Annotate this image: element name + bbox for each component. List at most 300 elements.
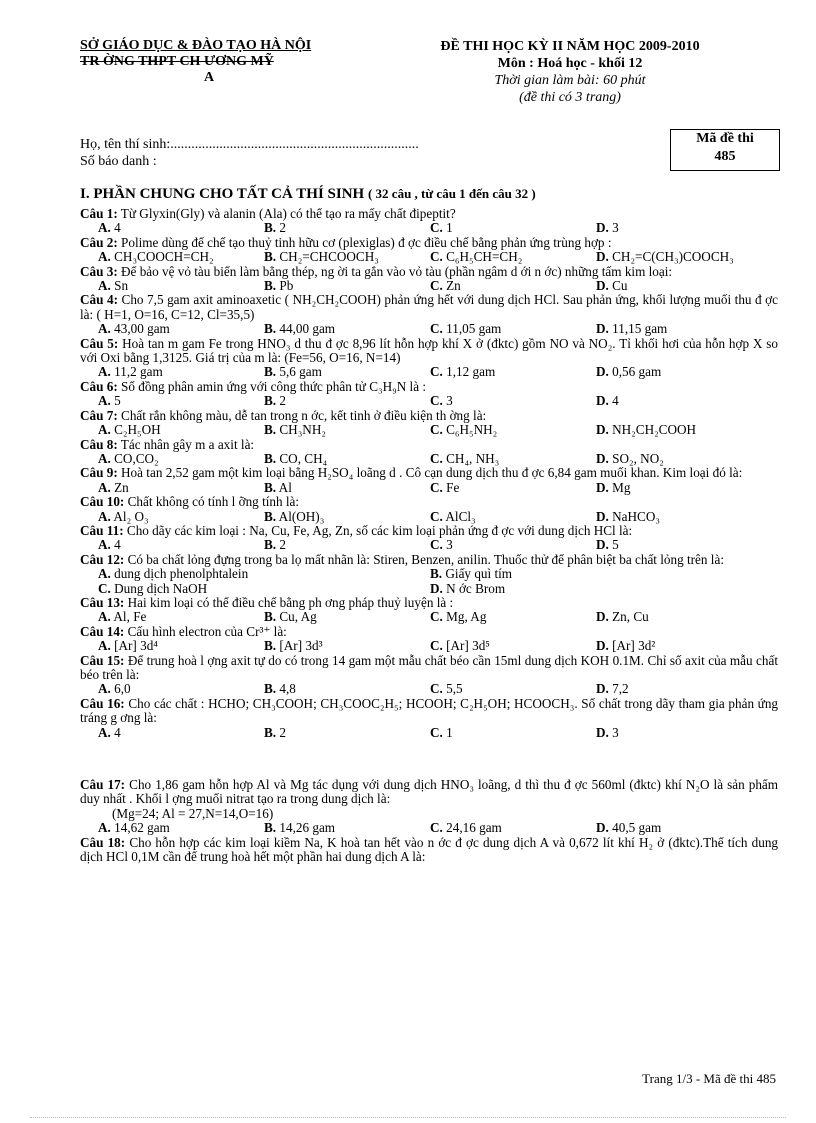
answer-option (80, 221, 246, 235)
question-stem (80, 337, 778, 366)
question-text: Chất không có tính l ỡng tính là: (127, 494, 300, 510)
answer-option (412, 821, 578, 835)
option-label: D. (596, 537, 609, 553)
option-text: 2 (279, 537, 286, 553)
option-text: Zn (114, 479, 129, 495)
option-text: CO, CH₄ (279, 450, 328, 466)
option-text: 4 (114, 537, 121, 553)
option-label: A. (98, 321, 111, 337)
answer-option (412, 610, 578, 624)
answer-option (80, 726, 246, 740)
answer-option (246, 279, 412, 293)
option-label: A. (98, 450, 111, 466)
question-item (80, 265, 778, 294)
question-item (80, 380, 778, 409)
option-label: A. (98, 393, 111, 409)
question-number: Câu 10: (80, 494, 125, 510)
section-subtitle: ( 32 câu , từ câu 1 đến câu 32 ) (367, 186, 536, 201)
answer-option (246, 510, 412, 524)
section-title (80, 186, 536, 203)
option-label: C. (430, 638, 443, 654)
option-text: 1 (446, 220, 453, 236)
page-footer: Trang 1/3 - Mã đề thi 485 (642, 1071, 776, 1086)
answer-option (246, 610, 412, 624)
question-item (80, 836, 778, 865)
answer-option (578, 322, 667, 336)
option-text: CH₂=CHCOOCH₃ (279, 249, 379, 265)
question-number: Câu 5: (80, 335, 119, 351)
option-label: A. (98, 479, 111, 495)
option-label: A. (98, 820, 111, 836)
answer-option (246, 452, 412, 466)
question-text: Cho dãy các kim loại : Na, Cu, Fe, Ag, Zn, số các kim loại phản ứng đ ợc với dung dịch HCl là: (126, 522, 633, 538)
answer-option (578, 538, 619, 552)
question-text: Tác nhân gây m a axit là: (120, 436, 255, 452)
option-label: B. (264, 508, 277, 524)
option-text: 2 (279, 393, 286, 409)
question-item (80, 596, 778, 625)
question-number: Câu 16: (80, 695, 125, 711)
option-label: B. (264, 422, 277, 438)
option-label: B. (264, 364, 277, 380)
question-number: Câu 1: (80, 206, 118, 221)
answer-option (80, 682, 246, 696)
option-label: A. (98, 278, 111, 294)
answer-option (412, 452, 578, 466)
question-text: Cho 1,86 gam hỗn hợp Al và Mg tác dụng với dung dịch HNO₃ loãng, d thì thu đ ợc 560ml (đktc) khí N₂O là sản phẩm duy nhất . Khối l ợng muối nitrat tạo ra trong dung dịch là: (80, 777, 779, 807)
question-number: Câu 2: (80, 234, 118, 250)
exam-title: ĐỀ THI HỌC KỲ II NĂM HỌC 2009-2010 (440, 39, 700, 54)
option-text: Mg (612, 479, 631, 495)
option-label: D. (430, 580, 443, 596)
exam-duration: Thời gian làm bài: 60 phút (494, 73, 646, 88)
answer-option (412, 221, 578, 235)
answer-option (578, 452, 664, 466)
question-stem (80, 697, 778, 726)
option-text: Cu, Ag (279, 609, 317, 625)
question-note: (Mg=24; Al = 27,N=14,O=16) (112, 805, 274, 821)
option-text: NaHCO₃ (612, 508, 660, 524)
question-text: Cho hỗn hợp các kim loại kiềm Na, K hoà tan hết vào n ớc đ ợc dung dịch A và 0,672 lít khí H₂ ở (đktc).Thể tích dung dịch HCl 0,1M cần để trung hoà hết một phần hai dung dịch A là: (80, 834, 779, 865)
option-label: C. (430, 249, 443, 265)
option-text: Zn, Cu (612, 609, 649, 625)
answer-options (80, 322, 778, 336)
answer-option (412, 582, 778, 596)
option-label: D. (596, 724, 609, 740)
answer-option (80, 394, 246, 408)
option-label: D. (596, 422, 609, 438)
question-item (80, 495, 778, 524)
question-item (80, 697, 778, 740)
option-label: C. (430, 537, 443, 553)
answer-option (412, 510, 578, 524)
question-text: Hai kim loại có thể điều chế bằng ph ơng pháp thuỷ luyện là : (127, 594, 454, 610)
answer-options (80, 610, 778, 624)
option-label: D. (596, 479, 609, 495)
answer-option (412, 423, 578, 437)
answer-option (578, 726, 619, 740)
option-label: B. (264, 638, 277, 654)
option-label: D. (596, 321, 609, 337)
answer-option (80, 821, 246, 835)
option-text: 3 (446, 537, 453, 553)
answer-option (412, 481, 578, 495)
question-stem (80, 236, 778, 250)
answer-option (246, 481, 412, 495)
option-text: 5,5 (446, 681, 463, 697)
option-text: 11,2 gam (114, 364, 163, 380)
option-text: 3 (612, 220, 619, 236)
answer-option (578, 682, 629, 696)
option-label: C. (430, 724, 443, 740)
answer-option (578, 250, 734, 264)
option-label: A. (98, 220, 111, 236)
option-label: C. (98, 580, 111, 596)
school-name-suffix: A (203, 70, 215, 85)
question-item (80, 438, 778, 467)
answer-option (80, 250, 246, 264)
question-item (80, 553, 778, 596)
answer-options (80, 726, 778, 740)
answer-option (412, 726, 578, 740)
answer-option (80, 279, 246, 293)
question-stem (80, 596, 778, 610)
question-number: Câu 4: (80, 292, 118, 308)
question-text: Có ba chất lỏng đựng trong ba lọ mất nhãn là: Stiren, Benzen, anilin. Thuốc thử để phân biệt ba chất lỏng trên là: (127, 551, 724, 567)
option-label: B. (264, 479, 277, 495)
answer-option (80, 481, 246, 495)
question-stem (80, 207, 778, 221)
option-text: CH₄, NH₃ (446, 450, 500, 466)
question-item (80, 524, 778, 553)
answer-option (80, 365, 246, 379)
question-text: Hoà tan 2,52 gam một kim loại bằng H₂SO₄ loãng d . Cô cạn dung dịch thu đ ợc 6,84 gam muối khan. Kim loại đó là: (121, 465, 743, 481)
option-label: A. (98, 537, 111, 553)
answer-option (80, 582, 412, 596)
question-text: Hoà tan m gam Fe trong HNO₃ d thu đ ợc 8,96 lít hỗn hợp khí X ở (đktc) gồm NO và NO₂. Tỉ khối hơi của hỗn hợp X so với Oxi bằng 1,3125. Giá trị của m là: (Fe=56, O=16, N=14) (80, 335, 779, 366)
option-text: 3 (446, 393, 453, 409)
answer-options (80, 279, 778, 293)
option-text: Fe (446, 479, 460, 495)
option-label: B. (264, 450, 277, 466)
answer-option (578, 394, 619, 408)
question-number: Câu 17: (80, 777, 126, 793)
option-text: C₂H₅OH (114, 422, 161, 438)
option-text: Al (278, 479, 292, 495)
answer-option (412, 538, 578, 552)
option-text: 1,12 gam (446, 364, 496, 380)
answer-option (578, 821, 661, 835)
question-text: Số đồng phân amin ứng với công thức phân tử C₃H₉N là : (121, 378, 427, 394)
answer-option (80, 452, 246, 466)
question-item (80, 207, 778, 236)
option-text: Sn (114, 278, 129, 294)
question-item (80, 778, 778, 836)
answer-option (578, 221, 619, 235)
exam-code-box (670, 129, 780, 171)
option-text: AlCl₃ (445, 508, 476, 524)
option-label: A. (98, 249, 111, 265)
question-text: Cấu hình electron của Cr³⁺ là: (127, 623, 287, 639)
option-label: C. (430, 681, 443, 697)
question-number: Câu 18: (80, 834, 126, 850)
option-text: 43,00 gam (114, 321, 170, 337)
question-stem (80, 466, 778, 480)
option-text: CH₂=C(CH₃)COOCH₃ (612, 249, 734, 265)
option-label: C. (430, 220, 443, 236)
answer-option (80, 510, 246, 524)
answer-options (80, 639, 778, 653)
student-id-field: Số báo danh : (80, 154, 157, 169)
option-text: Zn (446, 278, 461, 294)
answer-options (80, 250, 778, 264)
option-label: C. (430, 479, 443, 495)
option-text: CO,CO₂ (114, 450, 159, 466)
option-text: 4,8 (279, 681, 296, 697)
question-stem (80, 778, 778, 807)
answer-option (80, 538, 246, 552)
answer-option (80, 322, 246, 336)
answer-option (246, 821, 412, 835)
option-label: B. (264, 278, 277, 294)
question-item (80, 337, 778, 380)
option-text: C₆H₅CH=CH₂ (446, 249, 523, 265)
option-label: A. (98, 422, 111, 438)
answer-option (80, 639, 246, 653)
option-label: B. (264, 393, 277, 409)
answer-option (246, 394, 412, 408)
option-label: A. (98, 508, 111, 524)
answer-option (412, 250, 578, 264)
option-text: [Ar] 3d³ (279, 638, 323, 654)
answer-option (412, 394, 578, 408)
option-text: Mg, Ag (446, 609, 487, 625)
option-label: D. (596, 820, 609, 836)
option-text: 6,0 (114, 681, 131, 697)
option-label: D. (596, 638, 609, 654)
question-stem (80, 836, 778, 865)
option-label: B. (430, 566, 443, 582)
option-label: B. (264, 321, 277, 337)
option-text: C₆H₅NH₂ (446, 422, 498, 438)
answer-option (246, 726, 412, 740)
option-label: A. (98, 681, 111, 697)
option-text: Cu (612, 278, 628, 294)
question-stem (80, 380, 778, 394)
option-text: N ớc Brom (446, 580, 506, 596)
answer-option (246, 682, 412, 696)
option-text: Giấy quì tím (445, 566, 513, 582)
option-text: 7,2 (612, 681, 629, 697)
option-text: 5,6 gam (279, 364, 322, 380)
option-text: 14,26 gam (279, 820, 336, 836)
option-text: CH₃NH₂ (279, 422, 326, 438)
question-stem (80, 553, 778, 567)
question-number: Câu 8: (80, 436, 118, 452)
option-text: SO₂, NO₂ (612, 450, 664, 466)
option-text: 0,56 gam (612, 364, 662, 380)
answer-option (578, 610, 649, 624)
option-text: 5 (612, 537, 619, 553)
question-stem (80, 293, 778, 322)
option-label: B. (264, 820, 277, 836)
question-item (80, 654, 778, 697)
option-text: 4 (612, 393, 619, 409)
option-text: Al₂ O₃ (113, 508, 149, 524)
option-text: 3 (612, 724, 619, 740)
section-heading: I. PHẦN CHUNG CHO TẤT CẢ THÍ SINH (80, 186, 365, 202)
option-label: D. (596, 450, 609, 466)
answer-option (578, 481, 630, 495)
school-header (80, 38, 350, 86)
answer-options (80, 682, 778, 696)
question-number: Câu 13: (80, 594, 125, 610)
option-label: C. (430, 278, 443, 294)
answer-option (80, 423, 246, 437)
answer-option (412, 567, 778, 581)
answer-option (80, 567, 412, 581)
answer-option (246, 221, 412, 235)
option-text: Al, Fe (113, 609, 147, 625)
option-text: [Ar] 3d² (612, 638, 656, 654)
option-text: 14,62 gam (114, 820, 170, 836)
option-label: C. (430, 364, 443, 380)
option-text: Dung dịch NaOH (114, 580, 208, 596)
answer-option (578, 279, 628, 293)
question-number: Câu 14: (80, 623, 125, 639)
option-text: 24,16 gam (446, 820, 502, 836)
question-item (80, 625, 778, 654)
option-label: A. (98, 638, 111, 654)
student-name-field: Họ, tên thí sinh:....................................................................... (80, 137, 419, 152)
answer-options (80, 365, 778, 379)
answer-option (412, 322, 578, 336)
option-label: C. (430, 450, 443, 466)
question-number: Câu 12: (80, 551, 125, 567)
option-label: C. (430, 820, 443, 836)
answer-option (246, 322, 412, 336)
answer-options (80, 821, 778, 835)
answer-option (246, 423, 412, 437)
answer-option (578, 423, 696, 437)
option-label: B. (264, 220, 277, 236)
answer-options (80, 538, 778, 552)
answer-option (412, 639, 578, 653)
question-stem (80, 654, 778, 683)
answer-option (246, 639, 412, 653)
question-list (80, 207, 778, 864)
option-text: [Ar] 3d⁴ (114, 638, 158, 654)
option-label: D. (596, 220, 609, 236)
answer-options (80, 510, 778, 524)
option-label: C. (430, 609, 443, 625)
school-name: TR ỜNG THPT CH ƯƠNG MỸ (80, 54, 274, 69)
exam-code-label: Mã đề thi (696, 131, 754, 146)
question-number: Câu 3: (80, 263, 118, 279)
answer-options (80, 452, 778, 466)
option-label: B. (264, 249, 277, 265)
department-name: SỞ GIÁO DỤC & ĐÀO TẠO HÀ NỘI (80, 38, 312, 53)
option-text: dung dịch phenolphtalein (114, 566, 249, 582)
option-label: A. (98, 724, 111, 740)
option-text: 4 (114, 724, 121, 740)
question-number: Câu 7: (80, 407, 118, 423)
exam-code-value: 485 (714, 149, 736, 164)
option-label: A. (98, 364, 111, 380)
question-stem (80, 625, 778, 639)
answer-option (80, 610, 246, 624)
question-text: Từ Glyxin(Gly) và alanin (Ala) có thể tạo ra mấy chất đipeptit? (120, 206, 456, 221)
exam-header (405, 38, 735, 106)
student-info (80, 136, 419, 170)
option-text: Pb (279, 278, 294, 294)
exam-subject: Môn : Hoá học - khối 12 (497, 56, 643, 71)
answer-option (578, 510, 660, 524)
option-label: C. (430, 422, 443, 438)
option-label: B. (264, 724, 277, 740)
question-text: Polime dùng để chế tạo thuỷ tinh hữu cơ (plexiglas) đ ợc điều chế bằng phản ứng trùng hợp : (121, 234, 612, 250)
option-label: D. (596, 609, 609, 625)
option-text: 11,05 gam (446, 321, 502, 337)
option-label: B. (264, 609, 277, 625)
option-label: D. (596, 278, 609, 294)
option-text: 5 (114, 393, 121, 409)
question-text: Để trung hoà l ợng axit tự do có trong 14 gam một mẫu chất béo cần 15ml dung dịch KOH 0.1M. Chỉ số axit của mẫu chất béo trên là: (80, 652, 778, 682)
answer-options (80, 481, 778, 495)
option-label: C. (430, 508, 443, 524)
question-number: Câu 11: (80, 522, 124, 538)
answer-option (246, 250, 412, 264)
question-item (80, 466, 778, 495)
question-text: Chất rắn không màu, dễ tan trong n ớc, kết tinh ở điều kiện th ờng là: (121, 407, 487, 423)
option-label: D. (596, 681, 609, 697)
option-text: [Ar] 3d⁵ (446, 638, 490, 654)
question-stem (80, 524, 778, 538)
option-text: 2 (279, 220, 286, 236)
option-text: Al(OH)₃ (278, 508, 325, 524)
option-label: D. (596, 364, 609, 380)
option-text: 1 (446, 724, 453, 740)
question-text: Để bảo vệ vỏ tàu biển làm bằng thép, ng ời ta gắn vào vỏ tàu (phần ngâm d ới n ớc) những tấm kim loại: (121, 263, 673, 279)
option-text: 2 (279, 724, 286, 740)
answer-options (80, 567, 778, 596)
question-number: Câu 6: (80, 378, 118, 394)
option-text: CH₃COOCH=CH₂ (114, 249, 214, 265)
option-label: A. (98, 566, 111, 582)
answer-option (412, 279, 578, 293)
question-item (80, 236, 778, 265)
question-text: Cho các chất : HCHO; CH₃COOH; CH₃COOC₂H₅; HCOOH; C₂H₅OH; HCOOCH₃. Số chất trong dãy tham gia phản ứng tráng g ơng là: (80, 695, 779, 726)
question-stem (80, 438, 778, 452)
option-label: B. (264, 681, 277, 697)
answer-options (80, 423, 778, 437)
answer-option (578, 639, 655, 653)
option-label: D. (596, 393, 609, 409)
option-text: 4 (114, 220, 121, 236)
option-label: C. (430, 321, 443, 337)
question-text: Cho 7,5 gam axit aminoaxetic ( NH₂CH₂COOH) phản ứng hết với dung dịch HCl. Sau phản ứng, khối lượng muối thu đ ợc là: ( H=1, O=16, C=12, Cl=35,5) (80, 292, 779, 322)
question-number: Câu 15: (80, 652, 125, 668)
answer-option (412, 365, 578, 379)
question-item (80, 409, 778, 438)
answer-option (578, 365, 661, 379)
page-bottom-divider (30, 1117, 786, 1118)
option-label: D. (596, 508, 609, 524)
option-text: 11,15 gam (612, 321, 668, 337)
option-label: B. (264, 537, 277, 553)
option-text: 44,00 gam (279, 321, 336, 337)
exam-pages-note: (đề thi có 3 trang) (519, 90, 621, 105)
